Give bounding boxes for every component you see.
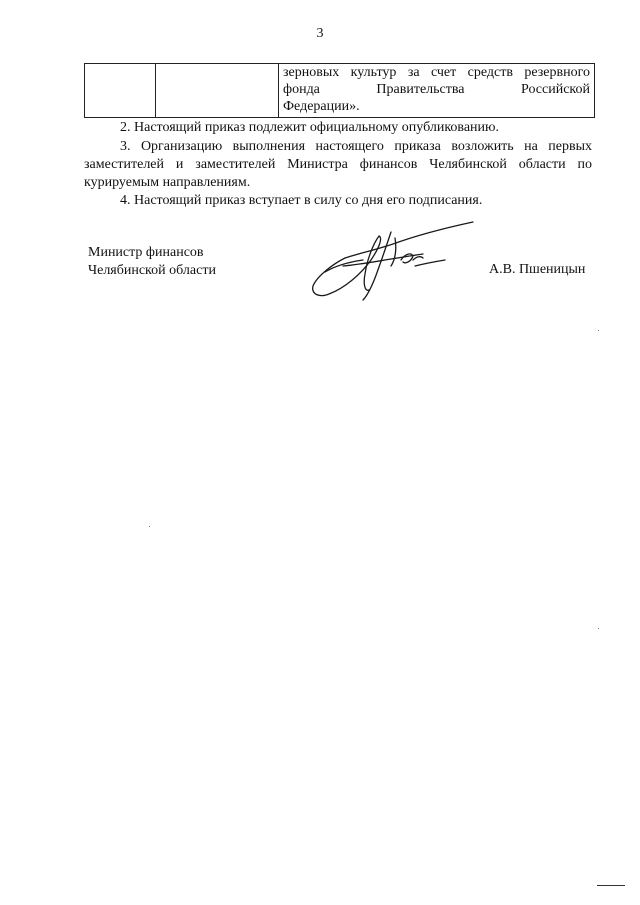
scan-speck: [598, 330, 599, 331]
continuation-table: [84, 63, 595, 118]
table-cell-number: [85, 64, 156, 118]
scan-edge-line: [597, 885, 625, 886]
signatory-position: [88, 244, 216, 280]
table-cell-text-line: фонда Правительства Российской: [283, 82, 590, 97]
signatory-position-line-2: Челябинской области: [88, 263, 216, 278]
paragraph-4: 4. Настоящий приказ вступает в силу со дня его подписания.: [120, 193, 483, 208]
scan-speck: [598, 628, 599, 629]
signatory-name: А.В. Пшеницын: [489, 262, 586, 277]
page-number: 3: [316, 26, 324, 41]
paragraph-3-line-3: курируемым направлениям.: [84, 175, 251, 190]
handwritten-signature: [305, 214, 480, 304]
scan-speck: [149, 526, 150, 527]
table-cell-second: [156, 64, 279, 118]
table-cell-text-line: зерновых культур за счет средств резервного: [283, 65, 590, 80]
paragraph-3-line-1: 3. Организацию выполнения настоящего приказа возложить на первых: [120, 139, 592, 154]
paragraph-2: 2. Настоящий приказ подлежит официальному опубликованию.: [120, 120, 499, 135]
table-cell-text-line: Федерации».: [283, 99, 360, 114]
table-row: [85, 64, 595, 118]
signatory-position-line-1: Министр финансов: [88, 245, 204, 260]
paragraph-3-line-2: заместителей и заместителей Министра финансов Челябинской области по: [84, 157, 592, 172]
table-cell-text: [279, 64, 595, 118]
